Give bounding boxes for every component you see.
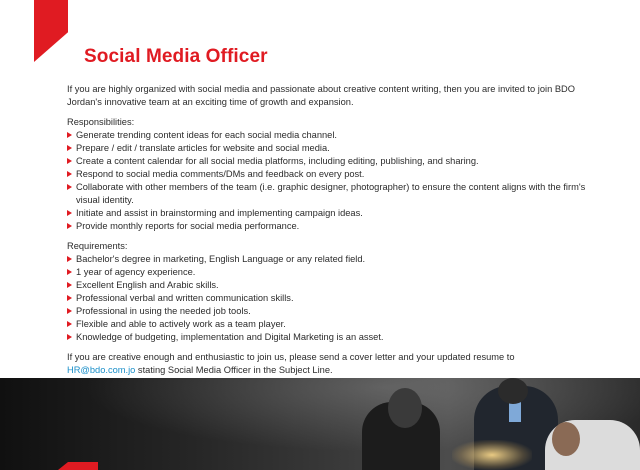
list-item-text: Professional in using the needed job tools.	[76, 306, 251, 316]
bullet-arrow-icon	[67, 334, 72, 340]
list-item-text: Knowledge of budgeting, implementation and Digital Marketing is an asset.	[76, 332, 384, 342]
requirements-heading: Requirements:	[67, 241, 128, 251]
list-item-text: Respond to social media comments/DMs and feedback on every post.	[76, 169, 365, 179]
bullet-arrow-icon	[67, 223, 72, 229]
person-head	[552, 422, 580, 456]
requirements-section	[67, 240, 607, 344]
bullet-arrow-icon	[67, 210, 72, 216]
email-link[interactable]: HR@bdo.com.jo	[67, 365, 136, 375]
person-head	[388, 388, 422, 428]
closing-suffix: stating Social Media Officer in the Subject Line.	[135, 365, 333, 375]
list-item-text: Provide monthly reports for social media performance.	[76, 221, 300, 231]
red-corner-tab	[34, 0, 68, 62]
bullet-arrow-icon	[67, 321, 72, 327]
bullet-arrow-icon	[67, 308, 72, 314]
bullet-arrow-icon	[67, 158, 72, 164]
list-item	[67, 129, 607, 142]
bullet-arrow-icon	[67, 145, 72, 151]
list-item	[67, 155, 607, 168]
intro-paragraph: If you are highly organized with social media and passionate about creative content writing, then you are invited to join BDO Jordan's innovative team at an exciting time of growth and expansion.	[67, 84, 576, 107]
person-head	[498, 378, 528, 404]
bullet-arrow-icon	[67, 184, 72, 190]
list-item	[67, 318, 607, 331]
list-item	[67, 331, 607, 344]
list-item	[67, 220, 607, 233]
list-item-text: Generate trending content ideas for each social media channel.	[76, 130, 337, 140]
requirements-list	[67, 253, 607, 344]
list-item-text: 1 year of agency experience.	[76, 267, 196, 277]
list-item	[67, 181, 607, 207]
list-item-text: Professional verbal and written communication skills.	[76, 293, 294, 303]
job-description	[67, 83, 607, 377]
list-item	[67, 207, 607, 220]
list-item	[67, 168, 607, 181]
responsibilities-heading: Responsibilities:	[67, 117, 135, 127]
light-glow	[452, 440, 532, 470]
list-item-text: Bachelor's degree in marketing, English Language or any related field.	[76, 254, 366, 264]
responsibilities-list	[67, 129, 607, 233]
bullet-arrow-icon	[67, 256, 72, 262]
list-item-text: Collaborate with other members of the team (i.e. graphic designer, photographer) to ensure the content aligns with the firm's visual identity.	[76, 182, 586, 205]
closing-text: If you are creative enough and enthusiastic to join us, please send a cover letter and your updated resume to	[67, 352, 515, 362]
bullet-arrow-icon	[67, 269, 72, 275]
list-item	[67, 292, 607, 305]
responsibilities-section	[67, 116, 607, 233]
bullet-arrow-icon	[67, 171, 72, 177]
bullet-arrow-icon	[67, 295, 72, 301]
list-item	[67, 142, 607, 155]
list-item	[67, 266, 607, 279]
list-item-text: Excellent English and Arabic skills.	[76, 280, 219, 290]
bullet-arrow-icon	[67, 282, 72, 288]
list-item-text: Prepare / edit / translate articles for website and social media.	[76, 143, 330, 153]
list-item-text: Flexible and able to actively work as a team player.	[76, 319, 286, 329]
list-item-text: Initiate and assist in brainstorming and implementing campaign ideas.	[76, 208, 363, 218]
list-item	[67, 279, 607, 292]
list-item	[67, 305, 607, 318]
list-item-text: Create a content calendar for all social media platforms, including editing, publishing, and sharing.	[76, 156, 479, 166]
closing-paragraph	[67, 351, 607, 377]
page-title: Social Media Officer	[84, 46, 268, 67]
list-item	[67, 253, 607, 266]
bullet-arrow-icon	[67, 132, 72, 138]
